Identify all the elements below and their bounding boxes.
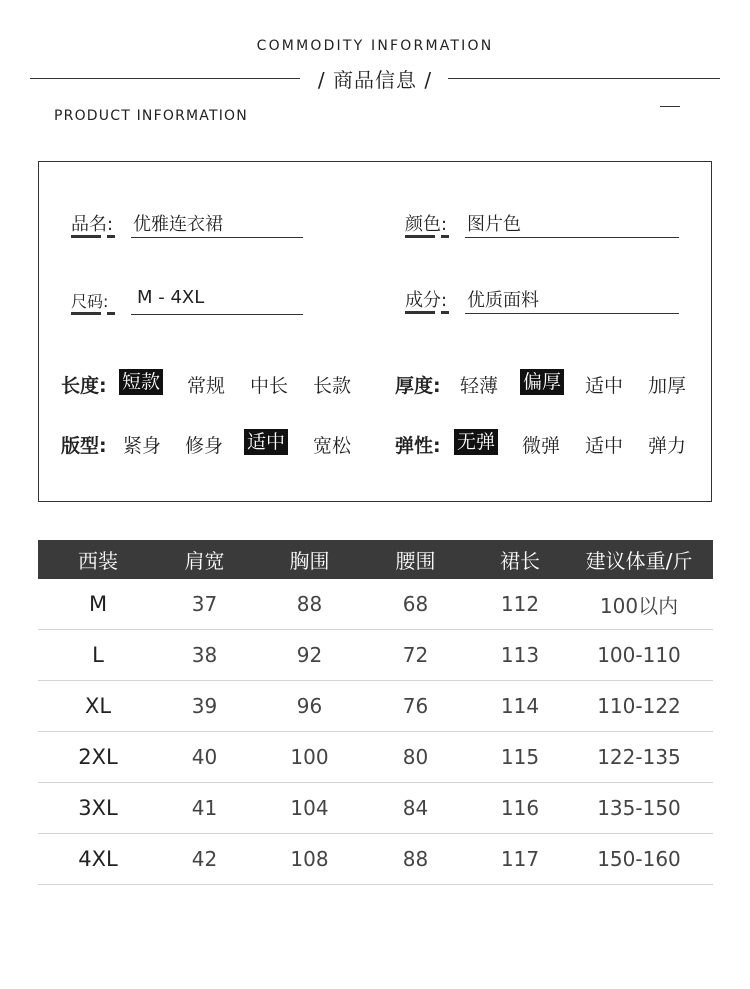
table-cell: L bbox=[92, 643, 104, 667]
table-cell: 37 bbox=[191, 592, 218, 616]
header-cell: 肩宽 bbox=[184, 549, 225, 573]
table-cell: 110-122 bbox=[597, 694, 681, 718]
attr-length-option: 短款 bbox=[119, 369, 163, 395]
table-row bbox=[38, 783, 713, 834]
table-cell: M bbox=[88, 592, 108, 616]
attr-thickness-option: 加厚 bbox=[648, 375, 687, 397]
attr-fit-option: 适中 bbox=[244, 429, 288, 455]
table-cell: 100以内 bbox=[599, 593, 679, 618]
table-cell: 41 bbox=[191, 796, 218, 820]
table-cell: 72 bbox=[402, 643, 429, 667]
table-cell: 104 bbox=[290, 796, 329, 820]
table-cell: 115 bbox=[500, 745, 540, 769]
table-row bbox=[38, 630, 713, 681]
header-cell: 建议体重/斤 bbox=[585, 549, 693, 573]
table-cell: 114 bbox=[500, 694, 540, 718]
attr-elasticity-option: 弹力 bbox=[648, 435, 687, 457]
attr-fit-option: 紧身 bbox=[123, 435, 162, 457]
table-cell: 4XL bbox=[78, 847, 118, 871]
table-header bbox=[38, 540, 713, 579]
field-color bbox=[405, 202, 681, 238]
field-size bbox=[71, 279, 303, 315]
field-material-line bbox=[465, 313, 679, 314]
attr-thickness-option: 偏厚 bbox=[520, 369, 564, 395]
table-cell: 113 bbox=[500, 643, 540, 667]
attr-length-label: 长度: bbox=[61, 375, 107, 397]
header-cell: 腰围 bbox=[395, 549, 436, 573]
field-name-label: 品名: bbox=[71, 214, 114, 235]
field-size-line bbox=[131, 314, 303, 315]
commodity-title-cn: / 商品信息 / bbox=[317, 68, 433, 92]
attr-elasticity bbox=[395, 428, 695, 458]
field-material-underline bbox=[405, 311, 451, 314]
field-name bbox=[71, 202, 303, 238]
table-cell: 108 bbox=[290, 847, 329, 871]
header-cell: 胸围 bbox=[289, 549, 330, 573]
table-cell: 117 bbox=[500, 847, 540, 871]
product-info-label: PRODUCT INFORMATION bbox=[54, 108, 248, 124]
table-cell: 39 bbox=[191, 694, 218, 718]
table-cell: 2XL bbox=[78, 745, 118, 769]
field-color-value: 图片色 bbox=[467, 214, 521, 235]
attr-length bbox=[61, 368, 361, 398]
field-material-label: 成分: bbox=[405, 290, 448, 311]
field-color-line bbox=[465, 237, 679, 238]
table-cell: 84 bbox=[402, 796, 429, 820]
field-size-value: M - 4XL bbox=[137, 287, 205, 308]
attr-elasticity-option: 无弹 bbox=[454, 429, 498, 455]
table-row bbox=[38, 681, 713, 732]
size-table bbox=[38, 540, 713, 885]
table-row bbox=[38, 579, 713, 630]
attr-length-option: 中长 bbox=[250, 375, 289, 397]
table-cell: 122-135 bbox=[597, 745, 681, 769]
field-name-line bbox=[131, 237, 303, 238]
attr-length-option: 长款 bbox=[313, 375, 352, 397]
attr-elasticity-option: 微弹 bbox=[522, 435, 561, 457]
table-cell: 40 bbox=[191, 745, 218, 769]
field-material bbox=[405, 278, 681, 314]
product-info-box bbox=[38, 161, 712, 502]
attr-fit-label: 版型: bbox=[61, 435, 107, 457]
table-cell: 88 bbox=[402, 847, 429, 871]
attr-elasticity-label: 弹性: bbox=[395, 435, 441, 457]
table-cell: 112 bbox=[500, 592, 540, 616]
table-cell: 3XL bbox=[78, 796, 118, 820]
table-cell: 76 bbox=[402, 694, 429, 718]
table-cell: 116 bbox=[500, 796, 540, 820]
field-name-underline bbox=[71, 235, 117, 238]
table-cell: 92 bbox=[296, 643, 323, 667]
field-color-label: 颜色: bbox=[405, 214, 448, 235]
attr-length-option: 常规 bbox=[187, 375, 226, 397]
field-size-label: 尺码: bbox=[71, 292, 109, 311]
table-cell: 88 bbox=[296, 592, 323, 616]
field-size-underline bbox=[71, 312, 117, 315]
attr-elasticity-option: 适中 bbox=[585, 435, 624, 457]
table-cell: 68 bbox=[402, 592, 429, 616]
table-cell: 96 bbox=[296, 694, 323, 718]
table-row bbox=[38, 834, 713, 885]
table-cell: XL bbox=[84, 694, 112, 718]
table-row bbox=[38, 732, 713, 783]
corner-dash bbox=[660, 106, 680, 107]
table-cell: 42 bbox=[191, 847, 218, 871]
attr-thickness-label: 厚度: bbox=[395, 375, 441, 397]
attr-thickness-option: 轻薄 bbox=[460, 375, 499, 397]
attr-fit bbox=[61, 428, 361, 458]
table-cell: 150-160 bbox=[597, 847, 681, 871]
commodity-title-en: COMMODITY INFORMATION bbox=[256, 38, 494, 54]
attr-thickness bbox=[395, 368, 695, 398]
table-cell: 135-150 bbox=[597, 796, 681, 820]
table-cell: 38 bbox=[191, 643, 218, 667]
table-cell: 100 bbox=[290, 745, 329, 769]
field-name-value: 优雅连衣裙 bbox=[133, 214, 223, 235]
header-cell: 西装 bbox=[78, 549, 118, 573]
header-cell: 裙长 bbox=[500, 549, 540, 573]
table-cell: 100-110 bbox=[597, 643, 681, 667]
attr-fit-option: 宽松 bbox=[313, 435, 352, 457]
table-cell: 80 bbox=[402, 745, 429, 769]
field-color-underline bbox=[405, 235, 451, 238]
attr-thickness-option: 适中 bbox=[585, 375, 624, 397]
field-material-value: 优质面料 bbox=[467, 290, 539, 311]
attr-fit-option: 修身 bbox=[185, 435, 224, 457]
